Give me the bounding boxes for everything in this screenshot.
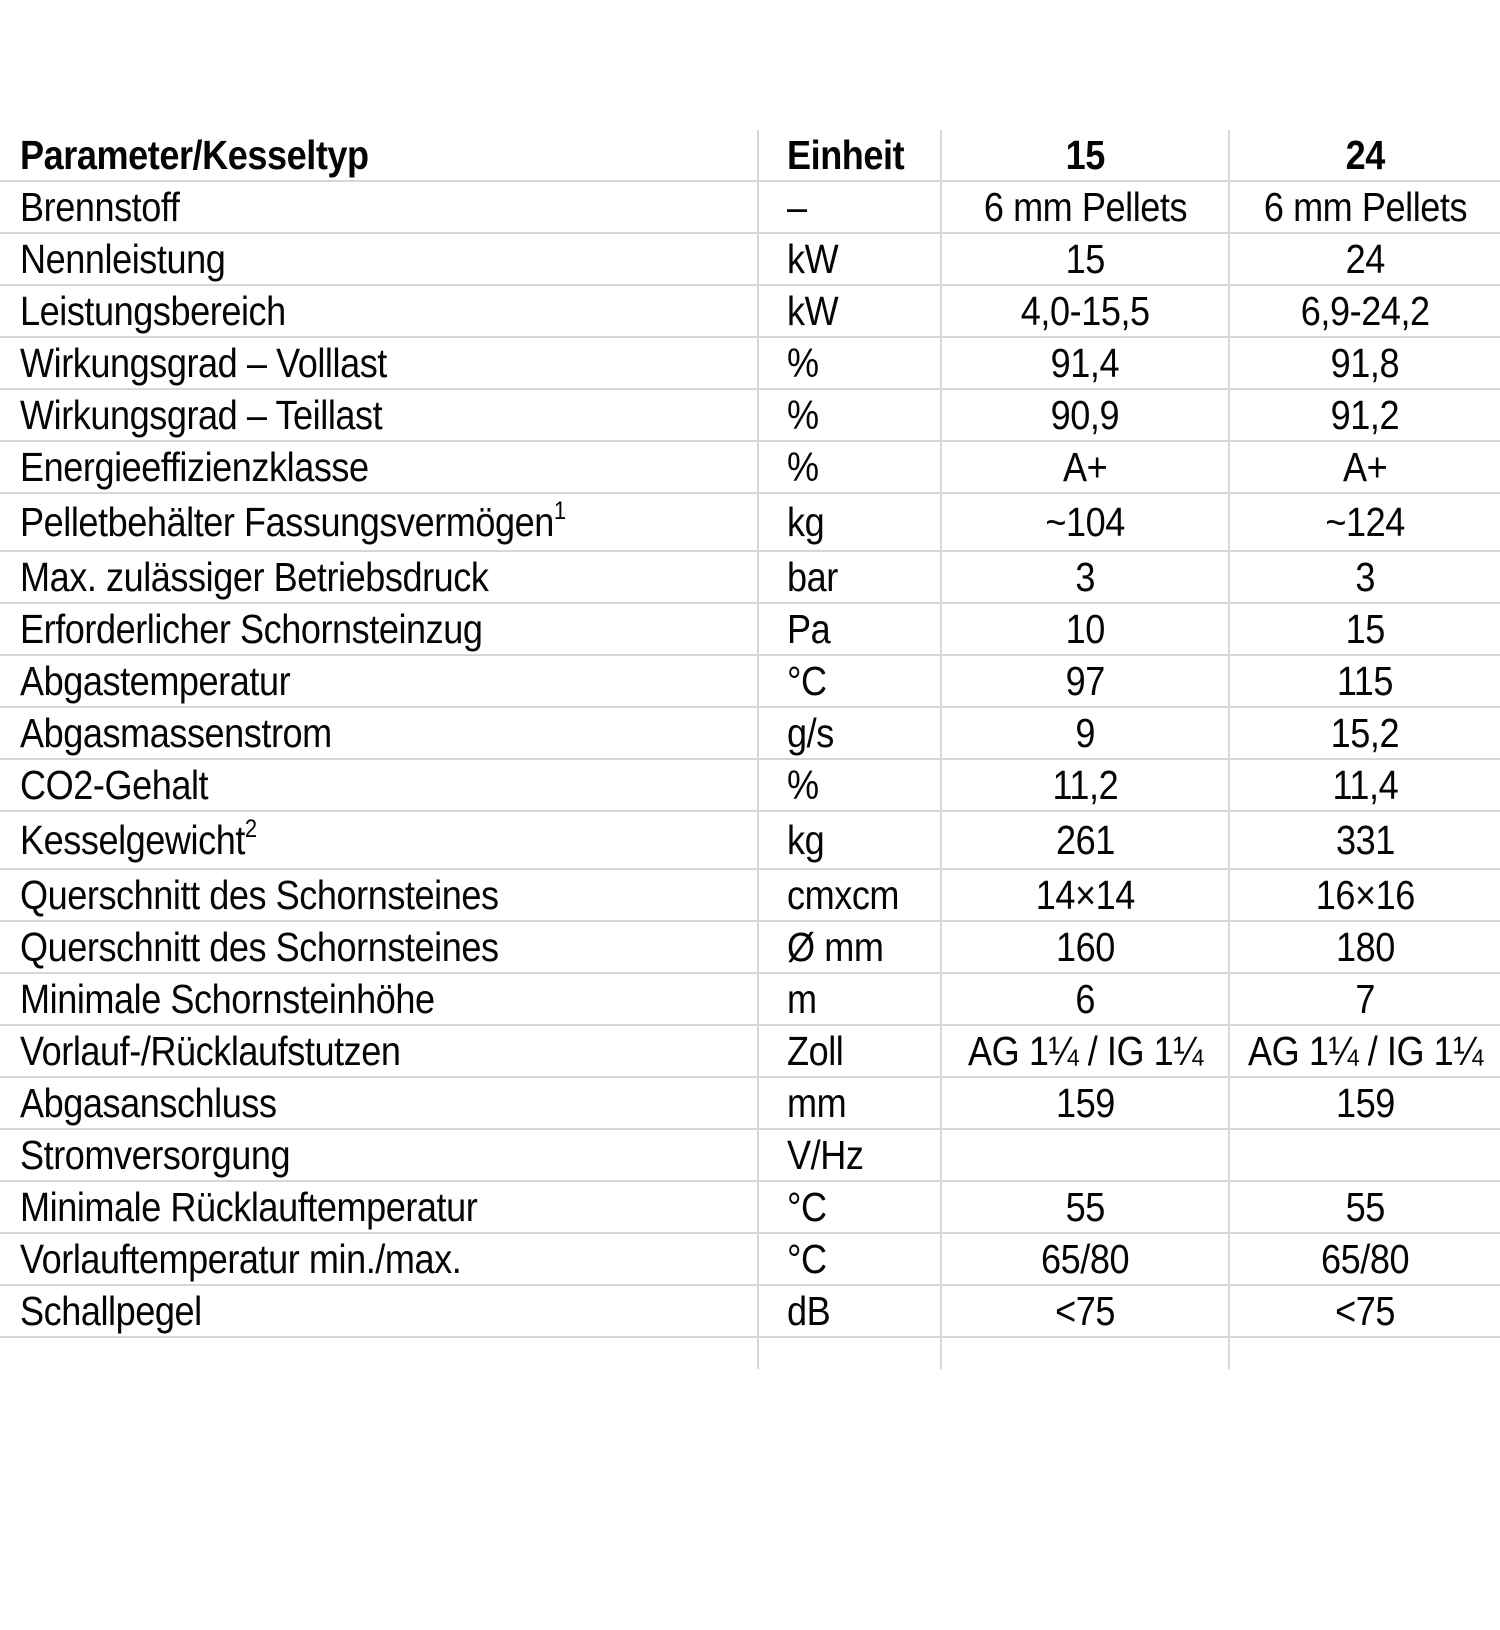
parameter-cell bbox=[0, 1078, 757, 1128]
table-row bbox=[0, 604, 1500, 656]
cell-text: 65/80 bbox=[1040, 1235, 1130, 1282]
parameter-label: Schallpegel bbox=[20, 1287, 202, 1334]
value-15-cell bbox=[940, 870, 1228, 920]
parameter-cell bbox=[0, 1026, 757, 1076]
value-24-cell bbox=[1228, 604, 1500, 654]
table-row bbox=[0, 286, 1500, 338]
footnote-marker: 2 bbox=[244, 814, 257, 843]
cell-text: m bbox=[787, 975, 817, 1022]
value-15-cell bbox=[940, 1026, 1228, 1076]
cell-text: % bbox=[787, 339, 819, 386]
unit-cell bbox=[757, 234, 940, 284]
cell-text: kW bbox=[787, 235, 839, 282]
parameter-cell bbox=[0, 442, 757, 492]
parameter-label: CO2-Gehalt bbox=[20, 761, 209, 808]
cell-text: 97 bbox=[1065, 657, 1105, 704]
value-24-cell bbox=[1228, 1130, 1500, 1180]
value-15-cell bbox=[940, 552, 1228, 602]
value-15-cell bbox=[940, 1234, 1228, 1284]
cell-text: 55 bbox=[1345, 1183, 1385, 1230]
parameter-label: Nennleistung bbox=[20, 235, 226, 282]
cell-text: A+ bbox=[1342, 443, 1388, 490]
cell-text: °C bbox=[787, 1235, 827, 1282]
parameter-text bbox=[20, 1131, 291, 1178]
unit-cell bbox=[757, 1234, 940, 1284]
value-15-cell bbox=[940, 708, 1228, 758]
header-cell-unit bbox=[757, 130, 940, 180]
parameter-text bbox=[20, 657, 291, 704]
cell-text: V/Hz bbox=[787, 1131, 864, 1178]
footnote-marker: 1 bbox=[553, 496, 566, 525]
cell-text: bar bbox=[787, 553, 838, 600]
unit-cell bbox=[757, 922, 940, 972]
cell-text: 16×16 bbox=[1315, 871, 1415, 918]
value-15-cell bbox=[940, 604, 1228, 654]
unit-cell bbox=[757, 708, 940, 758]
cell-text: 11,4 bbox=[1332, 761, 1398, 808]
parameter-label: Minimale Schornsteinhöhe bbox=[20, 975, 435, 1022]
cell-text: 6,9-24,2 bbox=[1300, 287, 1430, 334]
unit-cell bbox=[757, 974, 940, 1024]
table-row bbox=[0, 812, 1500, 870]
table-row bbox=[0, 338, 1500, 390]
table-row bbox=[0, 656, 1500, 708]
table-body bbox=[0, 182, 1500, 1338]
value-24-cell bbox=[1228, 390, 1500, 440]
cell-text: kg bbox=[787, 498, 825, 545]
cell-text: 15 bbox=[1345, 605, 1385, 652]
parameter-text bbox=[20, 1235, 462, 1282]
cell-text: Pa bbox=[787, 605, 831, 652]
cell-text: Ø mm bbox=[787, 923, 884, 970]
parameter-text bbox=[20, 1287, 202, 1334]
value-15-cell bbox=[940, 812, 1228, 868]
parameter-text bbox=[20, 339, 387, 386]
cell-text: 6 mm Pellets bbox=[1263, 183, 1467, 230]
header-label-parameter: Parameter/Kesseltyp bbox=[20, 131, 369, 178]
parameter-cell bbox=[0, 708, 757, 758]
table-row bbox=[0, 708, 1500, 760]
parameter-text bbox=[20, 287, 286, 334]
value-24-cell bbox=[1228, 442, 1500, 492]
cell-text: % bbox=[787, 443, 819, 490]
parameter-label: Querschnitt des Schornsteines bbox=[20, 923, 499, 970]
unit-cell bbox=[757, 1286, 940, 1336]
cell-text: – bbox=[787, 183, 807, 230]
cell-text: <75 bbox=[1055, 1287, 1115, 1334]
cell-text: 9 bbox=[1075, 709, 1095, 756]
parameter-label: Abgastemperatur bbox=[20, 657, 291, 704]
value-15-cell bbox=[940, 1078, 1228, 1128]
table-row bbox=[0, 1234, 1500, 1286]
unit-cell bbox=[757, 870, 940, 920]
value-24-cell bbox=[1228, 338, 1500, 388]
cell-text: °C bbox=[787, 657, 827, 704]
parameter-text bbox=[20, 605, 483, 652]
header-label-unit: Einheit bbox=[787, 131, 905, 178]
value-24-cell bbox=[1228, 234, 1500, 284]
parameter-cell bbox=[0, 552, 757, 602]
value-24-cell bbox=[1228, 182, 1500, 232]
value-24-cell bbox=[1228, 286, 1500, 336]
parameter-text bbox=[20, 761, 209, 808]
cell-text: 7 bbox=[1355, 975, 1375, 1022]
parameter-label: Querschnitt des Schornsteines bbox=[20, 871, 499, 918]
unit-cell bbox=[757, 760, 940, 810]
header-label-model-24: 24 bbox=[1345, 131, 1385, 178]
cell-text: 55 bbox=[1065, 1183, 1105, 1230]
header-cell-model-15 bbox=[940, 130, 1228, 180]
parameter-label: Max. zulässiger Betriebsdruck bbox=[20, 553, 489, 600]
unit-cell bbox=[757, 390, 940, 440]
cell-text: Zoll bbox=[787, 1027, 844, 1074]
cell-text: ~124 bbox=[1325, 498, 1405, 545]
parameter-cell bbox=[0, 870, 757, 920]
cell-text: 159 bbox=[1055, 1079, 1115, 1126]
cell-text: 159 bbox=[1335, 1079, 1395, 1126]
parameter-label: Erforderlicher Schornsteinzug bbox=[20, 605, 483, 652]
value-15-cell bbox=[940, 656, 1228, 706]
parameter-label: Brennstoff bbox=[20, 183, 180, 230]
cell-text: 261 bbox=[1055, 816, 1115, 863]
unit-cell bbox=[757, 338, 940, 388]
parameter-text bbox=[20, 1079, 277, 1126]
empty-value-24-cell bbox=[1228, 1338, 1500, 1369]
value-24-cell bbox=[1228, 922, 1500, 972]
table-row bbox=[0, 922, 1500, 974]
header-cell-model-24 bbox=[1228, 130, 1500, 180]
parameter-label: Wirkungsgrad – Volllast bbox=[20, 339, 387, 386]
value-15-cell bbox=[940, 442, 1228, 492]
parameter-text bbox=[20, 496, 566, 545]
cell-text: 90,9 bbox=[1050, 391, 1120, 438]
value-24-cell bbox=[1228, 870, 1500, 920]
cell-text: 15,2 bbox=[1330, 709, 1400, 756]
unit-cell bbox=[757, 1078, 940, 1128]
cell-text: <75 bbox=[1335, 1287, 1395, 1334]
cell-text: 6 bbox=[1075, 975, 1095, 1022]
parameter-text bbox=[20, 553, 489, 600]
cell-text: AG 1¼ / IG 1¼ bbox=[1247, 1027, 1483, 1074]
cell-text: AG 1¼ / IG 1¼ bbox=[967, 1027, 1203, 1074]
parameter-text bbox=[20, 443, 369, 490]
cell-text: 65/80 bbox=[1320, 1235, 1410, 1282]
unit-cell bbox=[757, 1182, 940, 1232]
parameter-text bbox=[20, 871, 499, 918]
parameter-cell bbox=[0, 390, 757, 440]
value-24-cell bbox=[1228, 656, 1500, 706]
table-row bbox=[0, 442, 1500, 494]
value-15-cell bbox=[940, 182, 1228, 232]
parameter-text bbox=[20, 923, 499, 970]
parameter-cell bbox=[0, 922, 757, 972]
value-15-cell bbox=[940, 1286, 1228, 1336]
cell-text: cmxcm bbox=[787, 871, 900, 918]
parameter-text bbox=[20, 183, 180, 230]
parameter-cell bbox=[0, 1234, 757, 1284]
boiler-spec-table bbox=[0, 130, 1500, 1369]
parameter-label: Vorlauf-/Rücklaufstutzen bbox=[20, 1027, 401, 1074]
cell-text: dB bbox=[787, 1287, 831, 1334]
value-24-cell bbox=[1228, 1026, 1500, 1076]
table-row bbox=[0, 234, 1500, 286]
cell-text: 10 bbox=[1065, 605, 1105, 652]
parameter-cell bbox=[0, 338, 757, 388]
cell-text: ~104 bbox=[1045, 498, 1125, 545]
parameter-text bbox=[20, 1183, 478, 1230]
cell-text: 3 bbox=[1075, 553, 1095, 600]
parameter-label: Wirkungsgrad – Teillast bbox=[20, 391, 383, 438]
cell-text: 91,2 bbox=[1330, 391, 1400, 438]
cell-text: 180 bbox=[1335, 923, 1395, 970]
cell-text: 115 bbox=[1336, 657, 1394, 704]
parameter-label: Energieeffizienzklasse bbox=[20, 443, 369, 490]
parameter-cell bbox=[0, 1130, 757, 1180]
value-24-cell bbox=[1228, 1182, 1500, 1232]
parameter-cell bbox=[0, 812, 757, 868]
parameter-cell bbox=[0, 182, 757, 232]
unit-cell bbox=[757, 286, 940, 336]
parameter-text bbox=[20, 975, 435, 1022]
parameter-text bbox=[20, 235, 226, 282]
cell-text: 331 bbox=[1335, 816, 1395, 863]
cell-text: 91,8 bbox=[1330, 339, 1400, 386]
cell-text: 91,4 bbox=[1050, 339, 1120, 386]
value-24-cell bbox=[1228, 974, 1500, 1024]
cell-text: g/s bbox=[787, 709, 834, 756]
parameter-cell bbox=[0, 1182, 757, 1232]
value-24-cell bbox=[1228, 1078, 1500, 1128]
cell-text: 6 mm Pellets bbox=[983, 183, 1187, 230]
table-header-row bbox=[0, 130, 1500, 182]
value-15-cell bbox=[940, 390, 1228, 440]
table-row bbox=[0, 182, 1500, 234]
cell-text: A+ bbox=[1062, 443, 1108, 490]
empty-value-15-cell bbox=[940, 1338, 1228, 1369]
header-label-model-15: 15 bbox=[1065, 131, 1105, 178]
unit-cell bbox=[757, 182, 940, 232]
cell-text: 15 bbox=[1065, 235, 1105, 282]
parameter-text bbox=[20, 1027, 401, 1074]
cell-text: kg bbox=[787, 816, 825, 863]
cell-text: % bbox=[787, 761, 819, 808]
cell-text: 24 bbox=[1345, 235, 1385, 282]
parameter-label: Abgasanschluss bbox=[20, 1079, 277, 1126]
value-15-cell bbox=[940, 494, 1228, 550]
parameter-cell bbox=[0, 1286, 757, 1336]
cell-text: 3 bbox=[1355, 553, 1375, 600]
value-24-cell bbox=[1228, 812, 1500, 868]
value-24-cell bbox=[1228, 494, 1500, 550]
value-24-cell bbox=[1228, 552, 1500, 602]
parameter-label: Abgasmassenstrom bbox=[20, 709, 332, 756]
unit-cell bbox=[757, 1026, 940, 1076]
value-15-cell bbox=[940, 974, 1228, 1024]
table-row bbox=[0, 1026, 1500, 1078]
unit-cell bbox=[757, 812, 940, 868]
value-15-cell bbox=[940, 234, 1228, 284]
cell-text: 11,2 bbox=[1052, 761, 1118, 808]
parameter-text bbox=[20, 709, 332, 756]
value-15-cell bbox=[940, 922, 1228, 972]
unit-cell bbox=[757, 656, 940, 706]
table-row bbox=[0, 1078, 1500, 1130]
value-24-cell bbox=[1228, 760, 1500, 810]
table-row bbox=[0, 870, 1500, 922]
cell-text: kW bbox=[787, 287, 839, 334]
value-15-cell bbox=[940, 1182, 1228, 1232]
table-row bbox=[0, 974, 1500, 1026]
parameter-label: Vorlauftemperatur min./max. bbox=[20, 1235, 462, 1282]
table-row bbox=[0, 552, 1500, 604]
header-cell-parameter bbox=[0, 130, 757, 180]
value-24-cell bbox=[1228, 1286, 1500, 1336]
table-empty-row bbox=[0, 1338, 1500, 1369]
parameter-cell bbox=[0, 604, 757, 654]
empty-unit-cell bbox=[757, 1338, 940, 1369]
table-row bbox=[0, 1286, 1500, 1338]
table-row bbox=[0, 494, 1500, 552]
cell-text: 4,0-15,5 bbox=[1020, 287, 1150, 334]
cell-text: 14×14 bbox=[1035, 871, 1135, 918]
table-row bbox=[0, 1130, 1500, 1182]
parameter-label: Stromversorgung bbox=[20, 1131, 291, 1178]
parameter-cell bbox=[0, 234, 757, 284]
parameter-cell bbox=[0, 760, 757, 810]
value-15-cell bbox=[940, 286, 1228, 336]
empty-param-cell bbox=[0, 1338, 757, 1369]
parameter-label: Minimale Rücklauftemperatur bbox=[20, 1183, 478, 1230]
value-24-cell bbox=[1228, 1234, 1500, 1284]
cell-text: 160 bbox=[1055, 923, 1115, 970]
parameter-label: Kesselgewicht bbox=[20, 816, 245, 863]
parameter-cell bbox=[0, 656, 757, 706]
unit-cell bbox=[757, 442, 940, 492]
value-15-cell bbox=[940, 760, 1228, 810]
parameter-text bbox=[20, 814, 257, 863]
unit-cell bbox=[757, 552, 940, 602]
parameter-label: Leistungsbereich bbox=[20, 287, 286, 334]
table-row bbox=[0, 1182, 1500, 1234]
parameter-cell bbox=[0, 974, 757, 1024]
table-row bbox=[0, 390, 1500, 442]
cell-text: mm bbox=[787, 1079, 847, 1126]
parameter-cell bbox=[0, 286, 757, 336]
parameter-cell bbox=[0, 494, 757, 550]
cell-text: °C bbox=[787, 1183, 827, 1230]
value-15-cell bbox=[940, 1130, 1228, 1180]
unit-cell bbox=[757, 494, 940, 550]
cell-text: % bbox=[787, 391, 819, 438]
parameter-text bbox=[20, 391, 383, 438]
value-24-cell bbox=[1228, 708, 1500, 758]
unit-cell bbox=[757, 604, 940, 654]
table-row bbox=[0, 760, 1500, 812]
value-15-cell bbox=[940, 338, 1228, 388]
unit-cell bbox=[757, 1130, 940, 1180]
parameter-label: Pelletbehälter Fassungsvermögen bbox=[20, 498, 554, 545]
